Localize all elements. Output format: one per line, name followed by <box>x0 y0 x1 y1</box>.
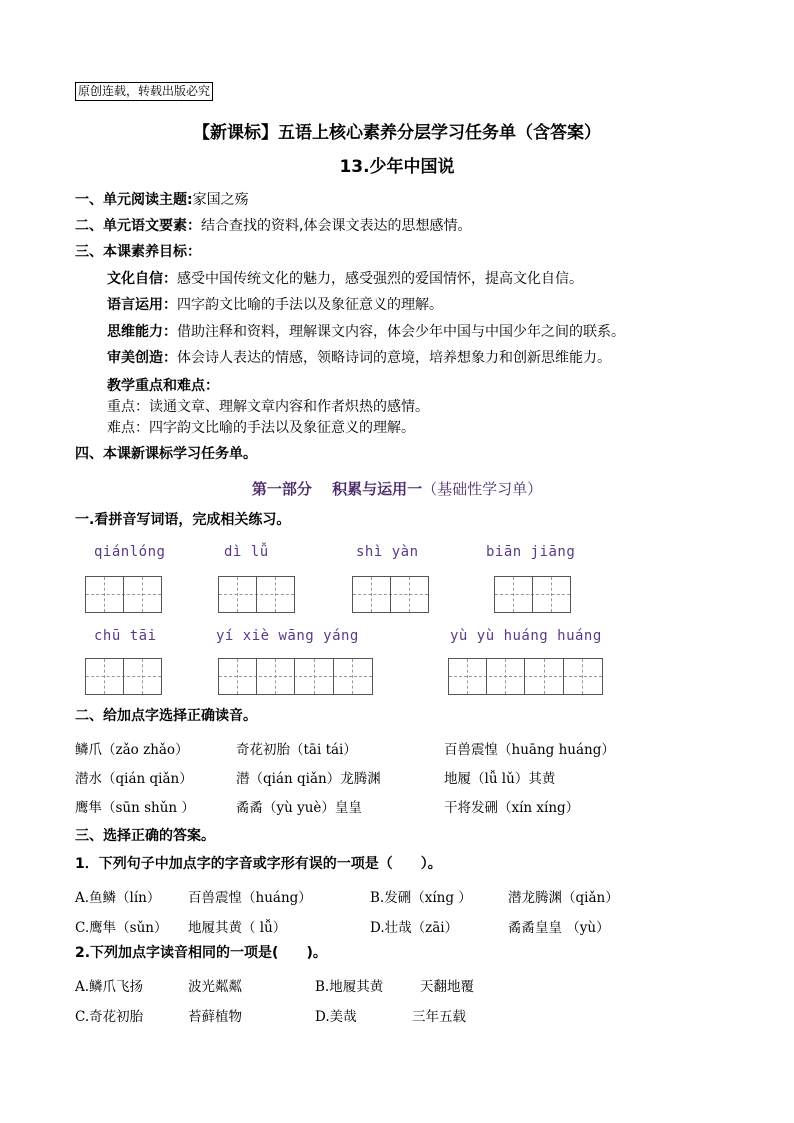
option-b[interactable]: B.发硎（xíng ） <box>370 890 472 906</box>
copyright-notice: 原创连载，转载出版必究 <box>75 82 213 101</box>
pinyin-prompt: yí xiè wāng yáng <box>216 628 359 644</box>
pinyin-prompt: qiánlóng <box>94 544 166 560</box>
goal-text: 体会诗人表达的情感，领略诗词的意境，培养想象力和创新思维能力。 <box>177 350 611 366</box>
section-label: 一、单元阅读主题: <box>75 192 193 208</box>
option-d-item: 矞矞皇皇 （yù） <box>508 920 610 936</box>
option-b-item: 天翻地覆 <box>420 979 474 995</box>
answer-grid[interactable] <box>218 576 295 613</box>
section-task-list: 四、本课新课标学习任务单。 <box>75 446 257 462</box>
sub-question-one: 1．下列句子中加点字的字音或字形有误的一项是（ ）。 <box>75 856 442 872</box>
reading-item: 奇花初胎（tāi tái） <box>236 742 357 758</box>
reading-item: 潜水（qián qiǎn） <box>75 771 193 787</box>
section-reading-theme <box>75 190 249 210</box>
reading-item: 矞矞（yù yuè）皇皇 <box>236 800 362 816</box>
answer-grid[interactable] <box>85 576 162 613</box>
goal-cultural <box>107 269 583 289</box>
pinyin-prompt: dì lǚ <box>224 544 269 560</box>
goal-aesthetic <box>107 348 611 368</box>
section-language-element <box>75 216 471 236</box>
option-a[interactable]: A.鳞爪飞扬 <box>75 979 144 995</box>
section-text: 结合查找的资料,体会课文表达的思想感情。 <box>201 218 472 234</box>
reading-item: 干将发硎（xín xíng） <box>444 800 580 816</box>
goal-label: 语言运用： <box>107 297 177 313</box>
goal-text: 借助注释和资料，理解课文内容，体会少年中国与中国少年之间的联系。 <box>177 324 625 340</box>
pinyin-prompt: biān jiāng <box>486 544 576 560</box>
part-subtitle: （基础性学习单） <box>422 480 543 498</box>
key-difficulty-heading: 教学重点和难点： <box>107 378 219 394</box>
reading-item: 地履（lǚ lǔ）其黄 <box>444 771 556 787</box>
reading-item: 百兽震惶（huāng huáng） <box>444 742 615 758</box>
section-text: 家国之殇 <box>192 192 249 208</box>
option-c[interactable]: C.鹰隼（sǔn） <box>75 920 168 936</box>
question-two-title: 二、给加点字选择正确读音。 <box>75 708 257 724</box>
option-b-item: 潜龙腾渊（qiǎn） <box>508 890 619 906</box>
reading-item: 鹰隼（sūn shǔn ） <box>75 800 195 816</box>
reading-item: 潜（qián qiǎn）龙腾渊 <box>236 771 381 787</box>
lesson-title: 13.少年中国说 <box>339 157 455 177</box>
option-a-item: 波光粼粼 <box>188 979 242 995</box>
section-literacy-goals: 三、本课素养目标： <box>75 244 201 260</box>
part-title: 第一部分 积累与运用一 <box>251 480 423 498</box>
option-a-item: 百兽震惶（huáng） <box>188 890 312 906</box>
goal-label: 思维能力： <box>107 324 177 340</box>
goal-label: 文化自信： <box>107 271 177 287</box>
option-a[interactable]: A.鱼鳞（lín） <box>75 890 161 906</box>
option-d[interactable]: D.美哉 <box>315 1009 357 1025</box>
option-c[interactable]: C.奇花初胎 <box>75 1009 144 1025</box>
difficulty-point: 难点：四字韵文比喻的手法以及象征意义的理解。 <box>107 420 415 436</box>
question-three-title: 三、选择正确的答案。 <box>75 828 215 844</box>
answer-grid[interactable] <box>352 576 429 613</box>
reading-item: 鳞爪（zǎo zhǎo） <box>75 742 189 758</box>
answer-grid[interactable] <box>494 576 571 613</box>
key-point: 重点：读通文章、理解文章内容和作者炽热的感情。 <box>107 399 429 415</box>
answer-grid[interactable] <box>218 658 373 695</box>
sub-question-two: 2.下列加点字读音相同的一项是( )。 <box>75 945 327 961</box>
option-b[interactable]: B.地履其黄 <box>315 979 384 995</box>
goal-text: 感受中国传统文化的魅力，感受强烈的爱国情怀，提高文化自信。 <box>177 271 583 287</box>
option-d-item: 三年五载 <box>412 1009 466 1025</box>
answer-grid[interactable] <box>85 658 162 695</box>
question-one-title: 一.看拼音写词语，完成相关练习。 <box>75 512 291 528</box>
section-label: 二、单元语文要素： <box>75 218 201 234</box>
goal-thinking <box>107 322 625 342</box>
goal-label: 审美创造： <box>107 350 177 366</box>
answer-grid[interactable] <box>448 658 603 695</box>
document-title: 【新课标】五语上核心素养分层学习任务单（含答案） <box>193 123 601 143</box>
goal-text: 四字韵文比喻的手法以及象征意义的理解。 <box>177 297 443 313</box>
option-c-item: 地履其黄（ lǚ） <box>188 920 287 936</box>
part-one-heading <box>0 478 794 499</box>
pinyin-prompt: yù yù huáng huáng <box>450 628 602 644</box>
pinyin-prompt: chū tāi <box>94 628 157 644</box>
option-c-item: 苔藓植物 <box>188 1009 242 1025</box>
pinyin-prompt: shì yàn <box>356 544 419 560</box>
goal-language <box>107 295 443 315</box>
option-d[interactable]: D.壮哉（zāi） <box>370 920 459 936</box>
